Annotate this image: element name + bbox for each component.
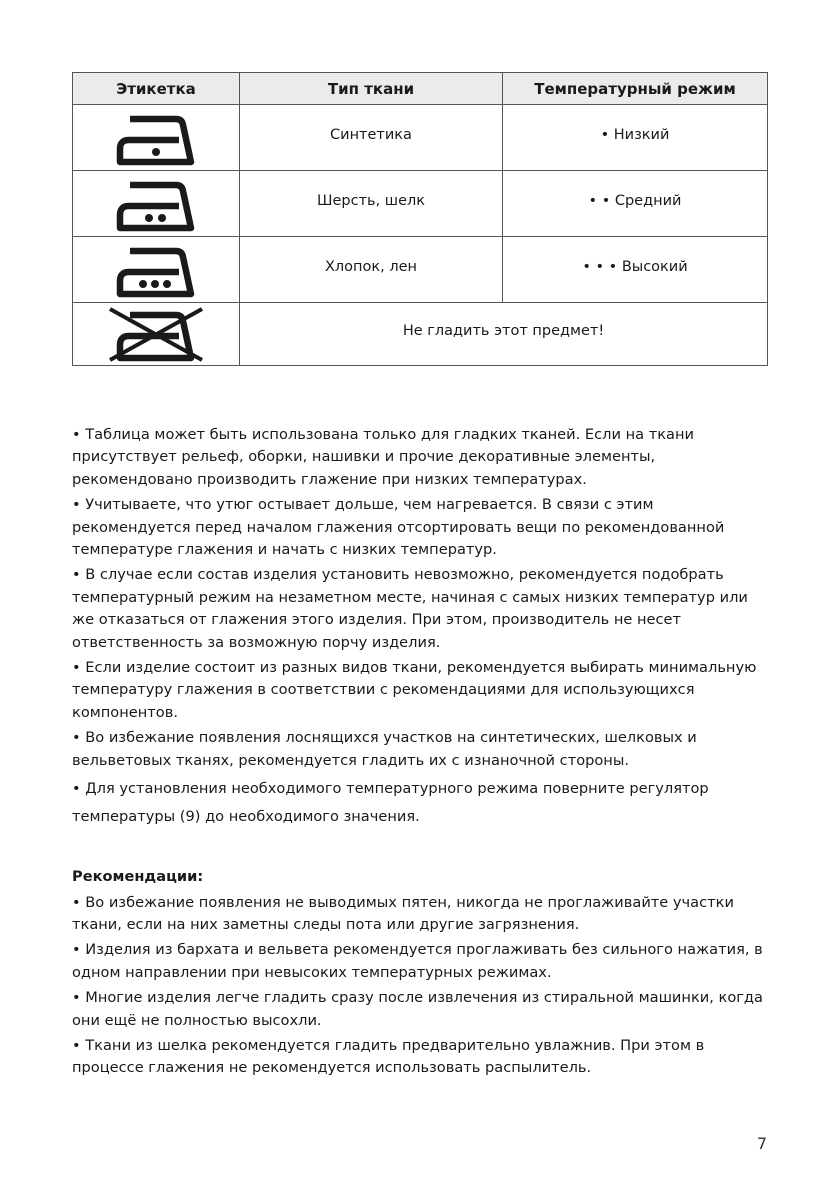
ironing-table [72,72,768,366]
fabric-type: Синтетика [330,126,412,143]
fabric-cell [240,237,503,303]
note-paragraph: • Во избежание появления лоснящихся участков на синтетических, шелковых и вельветовых тканях, рекомендуется гладить их с изнаночной стороны. [72,729,697,769]
iron-crossed-icon [104,306,208,362]
iron-two-dots-icon [114,176,198,232]
fabric-type: Шерсть, шелк [316,192,426,209]
label-cell [73,237,240,303]
table-row [73,171,768,237]
no-iron-note-cell [240,303,768,366]
table-row [73,303,768,366]
iron-three-dots-icon [114,242,198,298]
recommendations-title: Рекомендации: [72,868,204,886]
fabric-cell [240,171,503,237]
note-paragraph: • Для установления необходимого температурного режима поверните регулятор температуры (9) до необходимого значения. [72,780,709,826]
header-label: Этикетка [73,73,240,105]
page-number: 7 [756,1134,767,1153]
notes-section [72,424,772,1083]
iron-one-dot-icon [114,110,198,166]
label-cell [73,303,240,366]
temperature-mode: • • Средний [588,192,682,209]
table-row [73,237,768,303]
temperature-mode: • Низкий [600,126,670,143]
note-paragraph: • В случае если состав изделия установить невозможно, рекомендуется подобрать температурный режим на незаметном месте, начиная с самых низких температур или же отказаться от глажения этого изделия. При этом, производитель не несет ответственность за возможную порчу изделия. [72,566,748,651]
recommendation-paragraph: • Во избежание появления не выводимых пятен, никогда не проглаживайте участки ткани, если на них заметны следы пота или другие загрязнения. [72,893,734,933]
table-header-row [73,73,768,105]
label-cell [73,171,240,237]
mode-cell [503,171,768,237]
temperature-mode: • • • Высокий [582,258,688,275]
fabric-type: Хлопок, лен [324,258,418,275]
header-fabric-type: Тип ткани [240,73,503,105]
note-paragraph: • Таблица может быть использована только для гладких тканей. Если на ткани присутствует рельеф, оборки, нашивки и прочие декоративные элементы, рекомендовано производить глажение при низких температурах. [72,426,694,488]
fabric-cell [240,105,503,171]
no-iron-note: Не гладить этот предмет! [402,323,605,339]
mode-cell [503,237,768,303]
note-paragraph: • Если изделие состоит из разных видов ткани, рекомендуется выбирать минимальную температуру глажения в соответствии с рекомендациями для использующихся компонентов. [72,659,757,721]
note-paragraph: • Учитываете, что утюг остывает дольше, чем нагревается. В связи с этим рекомендуется перед началом глажения отсортировать вещи по рекомендованной температуре глажения и начать с низких температур. [72,496,725,559]
table-row [73,105,768,171]
label-cell [73,105,240,171]
recommendation-paragraph: • Изделия из бархата и вельвета рекомендуется проглаживать без сильного нажатия, в одном направлении при невысоких температурных режимах. [72,941,763,981]
mode-cell [503,105,768,171]
header-temperature-mode: Температурный режим [503,73,768,105]
recommendation-paragraph: • Ткани из шелка рекомендуется гладить предварительно увлажнив. При этом в процессе глажения не рекомендуется использовать распылитель. [72,1036,705,1077]
recommendation-paragraph: • Многие изделия легче гладить сразу после извлечения из стиральной машинки, когда они ещё не полностью высохли. [72,989,763,1029]
